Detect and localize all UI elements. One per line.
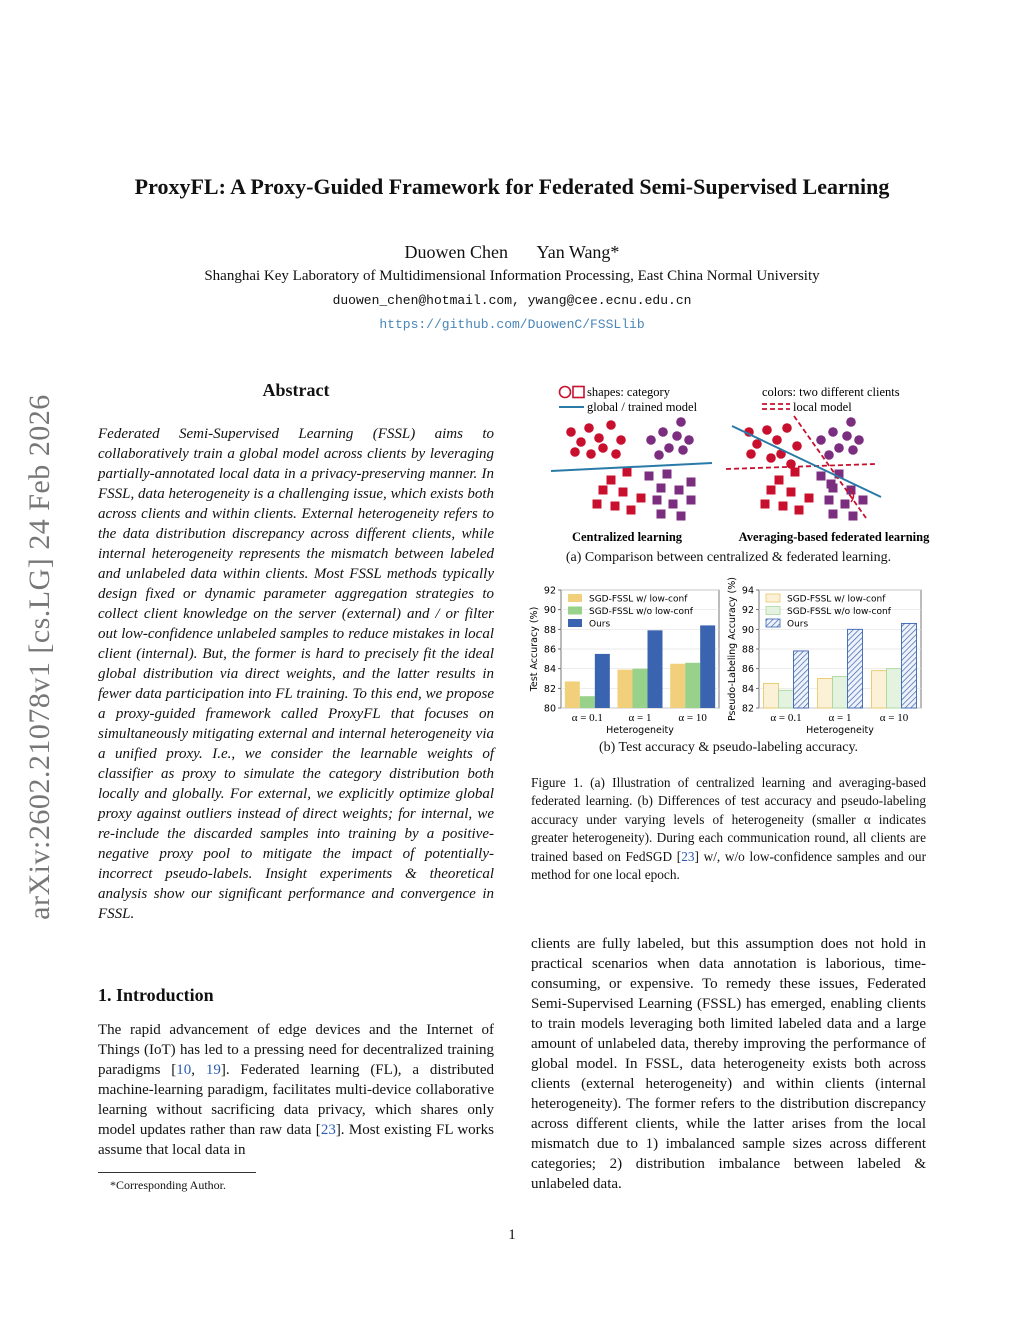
- red-square-point: [619, 488, 628, 497]
- bar-sgd-fssl-w-low-conf-1: [764, 683, 779, 708]
- red-square-point: [627, 506, 636, 515]
- red-square-point: [761, 500, 770, 509]
- purple-square-point: [687, 496, 696, 505]
- red-square-point: [599, 486, 608, 495]
- red-circle-point: [576, 437, 586, 447]
- y-tick-label: 86: [543, 644, 556, 656]
- purple-circle-point: [672, 431, 682, 441]
- arxiv-stamp: arXiv:2602.21078v1 [cs.LG] 24 Feb 2026: [23, 394, 56, 920]
- purple-square-point: [817, 472, 826, 481]
- caption-b: (b) Test accuracy & pseudo-labeling accuracy.: [598, 740, 859, 755]
- bar-sgd-fssl-w-o-low-conf-1: [580, 696, 595, 708]
- red-square-point: [611, 502, 620, 511]
- footnote-rule: [98, 1172, 256, 1173]
- red-circle-point: [782, 423, 792, 433]
- purple-circle-point: [846, 417, 856, 427]
- red-circle-point: [566, 427, 576, 437]
- figure-caption-a: Figure 1. (a) Illustration of centralized learning and averaging-based federated learning. (b) Differences of test accuracy and pseudo-labeling accuracy under varying levels of heterogeneity (smaller α indicates greater heterogeneity). During each communication round, all clients are trained based on FedSGD [: [531, 775, 926, 864]
- bar-ours-3: [700, 625, 715, 708]
- legend-colors-text: colors: two different clients: [762, 385, 900, 399]
- y-tick-label: 82: [741, 703, 754, 715]
- y-tick-label: 94: [741, 585, 754, 597]
- x-tick-label: α = 1: [828, 712, 852, 724]
- legend-circle-icon: [560, 387, 571, 398]
- legend-label: Ours: [787, 619, 809, 630]
- red-circle-point: [772, 435, 782, 445]
- red-circle-point: [766, 453, 776, 463]
- bar-sgd-fssl-w-low-conf-3: [872, 671, 887, 708]
- purple-circle-point: [684, 435, 694, 445]
- purple-circle-point: [646, 435, 656, 445]
- red-circle-point: [792, 441, 802, 451]
- purple-square-point: [645, 472, 654, 481]
- local-model-line-1: [726, 464, 876, 469]
- x-tick-label: α = 1: [628, 712, 652, 724]
- y-tick-label: 82: [543, 683, 556, 695]
- x-tick-label: α = 10: [879, 712, 909, 724]
- purple-square-point: [825, 496, 834, 505]
- affiliation: Shanghai Key Laboratory of Multidimensional Information Processing, East China Normal University: [204, 268, 820, 284]
- author-1: Duowen Chen: [404, 242, 509, 262]
- x-tick-label: α = 0.1: [571, 712, 603, 724]
- x-tick-label: α = 0.1: [770, 712, 802, 724]
- purple-square-point: [859, 496, 868, 505]
- intro-text-c: ]. Federated learning (FL), a distributed machine-learning paradigm, facilitates multi-device collaborative learning without sacrificing data privacy, which shares only model updates rather than raw data [: [98, 1062, 495, 1138]
- red-circle-point: [594, 433, 604, 443]
- purple-circle-point: [678, 445, 688, 455]
- purple-square-point: [677, 512, 686, 521]
- purple-circle-point: [824, 450, 834, 460]
- y-tick-label: 86: [741, 664, 754, 676]
- y-tick-label: 84: [543, 664, 556, 676]
- bar-ours-3: [902, 623, 917, 708]
- x-axis-label: Heterogeneity: [606, 725, 674, 736]
- red-circle-point: [746, 449, 756, 459]
- purple-square-point: [841, 500, 850, 509]
- legend-shapes-text: shapes: category: [587, 385, 670, 399]
- purple-circle-point: [828, 427, 838, 437]
- y-axis-label: Test Accuracy (%): [529, 606, 540, 692]
- purple-circle-point: [848, 445, 858, 455]
- bar-sgd-fssl-w-o-low-conf-3: [887, 669, 902, 708]
- abstract-heading: Abstract: [262, 380, 330, 400]
- red-square-point: [593, 500, 602, 509]
- red-square-point: [623, 468, 632, 477]
- purple-square-point: [829, 510, 838, 519]
- red-square-point: [775, 476, 784, 485]
- abstract-body: Federated Semi-Supervised Learning (FSSL) aims to collaboratively train a global model across clients by leveraging partially-annotated local data in a privacy-preserving manner. In FSSL, data heterogeneity is a challenging issue, which exists both across clients and within clients. External heterogeneity refers to the data distribution discrepancy across different clients, while internal heterogeneity represents the mismatch between labeled and unlabeled data within clients. Most FSSL methods typically design fixed or dynamic parameter aggregation strategies to collect client knowledge on the server (external) and / or filter out low-confidence unlabeled samples to reduce mistakes in local client (internal). But, the former is hard to precisely fit the ideal global distribution via direct weights, and the latter results in fewer data participation into FL training. To this end, we propose a proxy-guided framework called ProxyFL that focuses on simultaneously mitigating external and internal heterogeneity via a unified proxy. I.e., we consider the learnable weights of classifier as proxy to simulate the category distribution both locally and globally. For external, we explicitly optimize global proxy against outliers instead of direct weights; for internal, we re-include the discarded samples into training by a positive-negative proxy pool to mitigate the impact of potentially-incorrect pseudo-labels. Insight experiments & theoretical analysis show our significant performance and convergence in FSSL.: [98, 426, 494, 922]
- purple-square-point: [669, 500, 678, 509]
- red-square-point: [767, 486, 776, 495]
- legend-label: SGD-FSSL w/ low-conf: [589, 594, 688, 605]
- purple-circle-point: [664, 443, 674, 453]
- legend-label: SGD-FSSL w/o low-conf: [787, 607, 891, 617]
- red-square-point: [805, 494, 814, 503]
- purple-square-point: [653, 496, 662, 505]
- page-number: 1: [508, 1227, 516, 1243]
- intro-text-b: ,: [191, 1062, 206, 1078]
- citation-10[interactable]: 10: [176, 1062, 192, 1078]
- red-circle-point: [611, 449, 621, 459]
- bar-ours-2: [848, 629, 863, 708]
- y-tick-label: 92: [543, 585, 556, 597]
- figure-caption: [531, 774, 926, 884]
- y-tick-label: 84: [741, 683, 754, 695]
- purple-square-point: [849, 512, 858, 521]
- legend-label: SGD-FSSL w/ low-conf: [787, 594, 886, 605]
- purple-circle-point: [834, 443, 844, 453]
- purple-circle-point: [658, 427, 668, 437]
- legend-swatch: [766, 594, 780, 602]
- label-centralized: Centralized learning: [571, 530, 683, 544]
- x-tick-label: α = 10: [678, 712, 707, 724]
- legend-swatch: [568, 594, 582, 602]
- x-axis-label: Heterogeneity: [806, 725, 874, 736]
- legend-swatch: [766, 607, 780, 615]
- caption-a: (a) Comparison between centralized & federated learning.: [565, 550, 892, 565]
- author-list: [0, 242, 1024, 263]
- red-circle-point: [598, 443, 608, 453]
- red-square-point: [795, 506, 804, 515]
- legend-local-text: local model: [793, 400, 852, 414]
- y-axis-label: Pseudo-Labeling Accuracy (%): [727, 577, 738, 721]
- red-circle-point: [616, 435, 626, 445]
- citation-19[interactable]: 19: [205, 1062, 221, 1078]
- red-circle-point: [752, 439, 762, 449]
- bar-sgd-fssl-w-o-low-conf-2: [633, 669, 648, 708]
- red-square-point: [779, 502, 788, 511]
- purple-square-point: [663, 470, 672, 479]
- paper-title: ProxyFL: A Proxy-Guided Framework for Federated Semi-Supervised Learning: [134, 174, 890, 199]
- footnote: *Corresponding Author.: [110, 1178, 226, 1192]
- purple-circle-point: [654, 450, 664, 460]
- legend-square-icon: [573, 387, 584, 398]
- purple-square-point: [827, 480, 836, 489]
- citation-23[interactable]: 23: [320, 1122, 336, 1138]
- legend-swatch: [766, 619, 780, 627]
- purple-circle-point: [676, 417, 686, 427]
- red-square-point: [791, 468, 800, 477]
- red-circle-point: [584, 423, 594, 433]
- bar-sgd-fssl-w-low-conf-1: [565, 681, 580, 708]
- author-2: Yan Wang*: [536, 242, 620, 262]
- intro-heading: 1. Introduction: [98, 985, 214, 1005]
- code-link[interactable]: https://github.com/DuowenC/FSSLlib: [379, 317, 645, 332]
- label-averaging: Averaging-based federated learning: [738, 530, 930, 544]
- figure-caption-b: ] w/, w/o low-confidence samples and our method for one local epoch.: [531, 848, 927, 883]
- purple-circle-point: [816, 435, 826, 445]
- purple-square-point: [657, 510, 666, 519]
- figure-a-illustration: [531, 380, 930, 548]
- red-circle-point: [762, 425, 772, 435]
- bar-sgd-fssl-w-o-low-conf-2: [833, 677, 848, 708]
- purple-square-point: [675, 486, 684, 495]
- red-square-point: [637, 494, 646, 503]
- bar-sgd-fssl-w-low-conf-3: [670, 664, 685, 708]
- intro-paragraph: [98, 1020, 494, 1160]
- bar-sgd-fssl-w-o-low-conf-3: [685, 663, 700, 708]
- author-emails: duowen_chen@hotmail.com, ywang@cee.ecnu.edu.cn: [332, 293, 692, 308]
- test-accuracy-chart: [529, 586, 719, 737]
- legend-swatch: [568, 607, 582, 615]
- legend-swatch: [568, 619, 582, 627]
- bar-sgd-fssl-w-low-conf-2: [618, 670, 633, 708]
- red-square-point: [787, 488, 796, 497]
- bar-sgd-fssl-w-o-low-conf-1: [779, 690, 794, 708]
- purple-square-point: [687, 478, 696, 487]
- legend-label: SGD-FSSL w/o low-conf: [589, 607, 693, 617]
- y-tick-label: 80: [543, 703, 556, 715]
- y-tick-label: 90: [741, 624, 754, 636]
- bar-ours-1: [794, 651, 809, 708]
- purple-circle-point: [842, 431, 852, 441]
- legend-label: Ours: [589, 619, 611, 630]
- y-tick-label: 88: [543, 624, 556, 636]
- bar-sgd-fssl-w-low-conf-2: [818, 679, 833, 709]
- red-circle-point: [570, 447, 580, 457]
- pseudo-label-accuracy-chart: [727, 577, 921, 736]
- figure-b-charts: [531, 578, 926, 738]
- red-square-point: [607, 476, 616, 485]
- figure-caption-citation[interactable]: 23: [681, 848, 695, 864]
- intro-right-column: clients are fully labeled, but this assumption does not hold in practical scenarios when data annotation is laborious, time-consuming, or expensive. To remedy these issues, Federated Semi-Supervised Learning (FSSL) has emerged, enabling clients to train models leveraging both limited labeled data and a large amount of unlabeled data, thereby improving the performance of global model. In FSSL, data heterogeneity exists both across clients (external heterogeneity) and within clients (internal heterogeneity). The former refers to the distribution discrepancy across different clients, while the latter arises from the local mismatch due to 1) imbalanced sample sizes across different categories; 2) distribution imbalance between labeled & unlabeled data.: [531, 936, 926, 1192]
- y-tick-label: 92: [741, 605, 754, 617]
- bar-ours-1: [595, 654, 610, 708]
- red-circle-point: [606, 420, 616, 430]
- purple-square-point: [657, 484, 666, 493]
- y-tick-label: 90: [543, 605, 556, 617]
- red-circle-point: [586, 449, 596, 459]
- bar-ours-2: [648, 630, 663, 708]
- intro-text-d: ]. Most existing FL works assume that local data in: [98, 1122, 494, 1158]
- purple-circle-point: [854, 435, 864, 445]
- legend-global-text: global / trained model: [587, 400, 698, 414]
- intro-text-a: The rapid advancement of edge devices and the Internet of Things (IoT) has led to a pressing need for decentralized training paradigms [: [98, 1022, 494, 1078]
- y-tick-label: 88: [741, 644, 754, 656]
